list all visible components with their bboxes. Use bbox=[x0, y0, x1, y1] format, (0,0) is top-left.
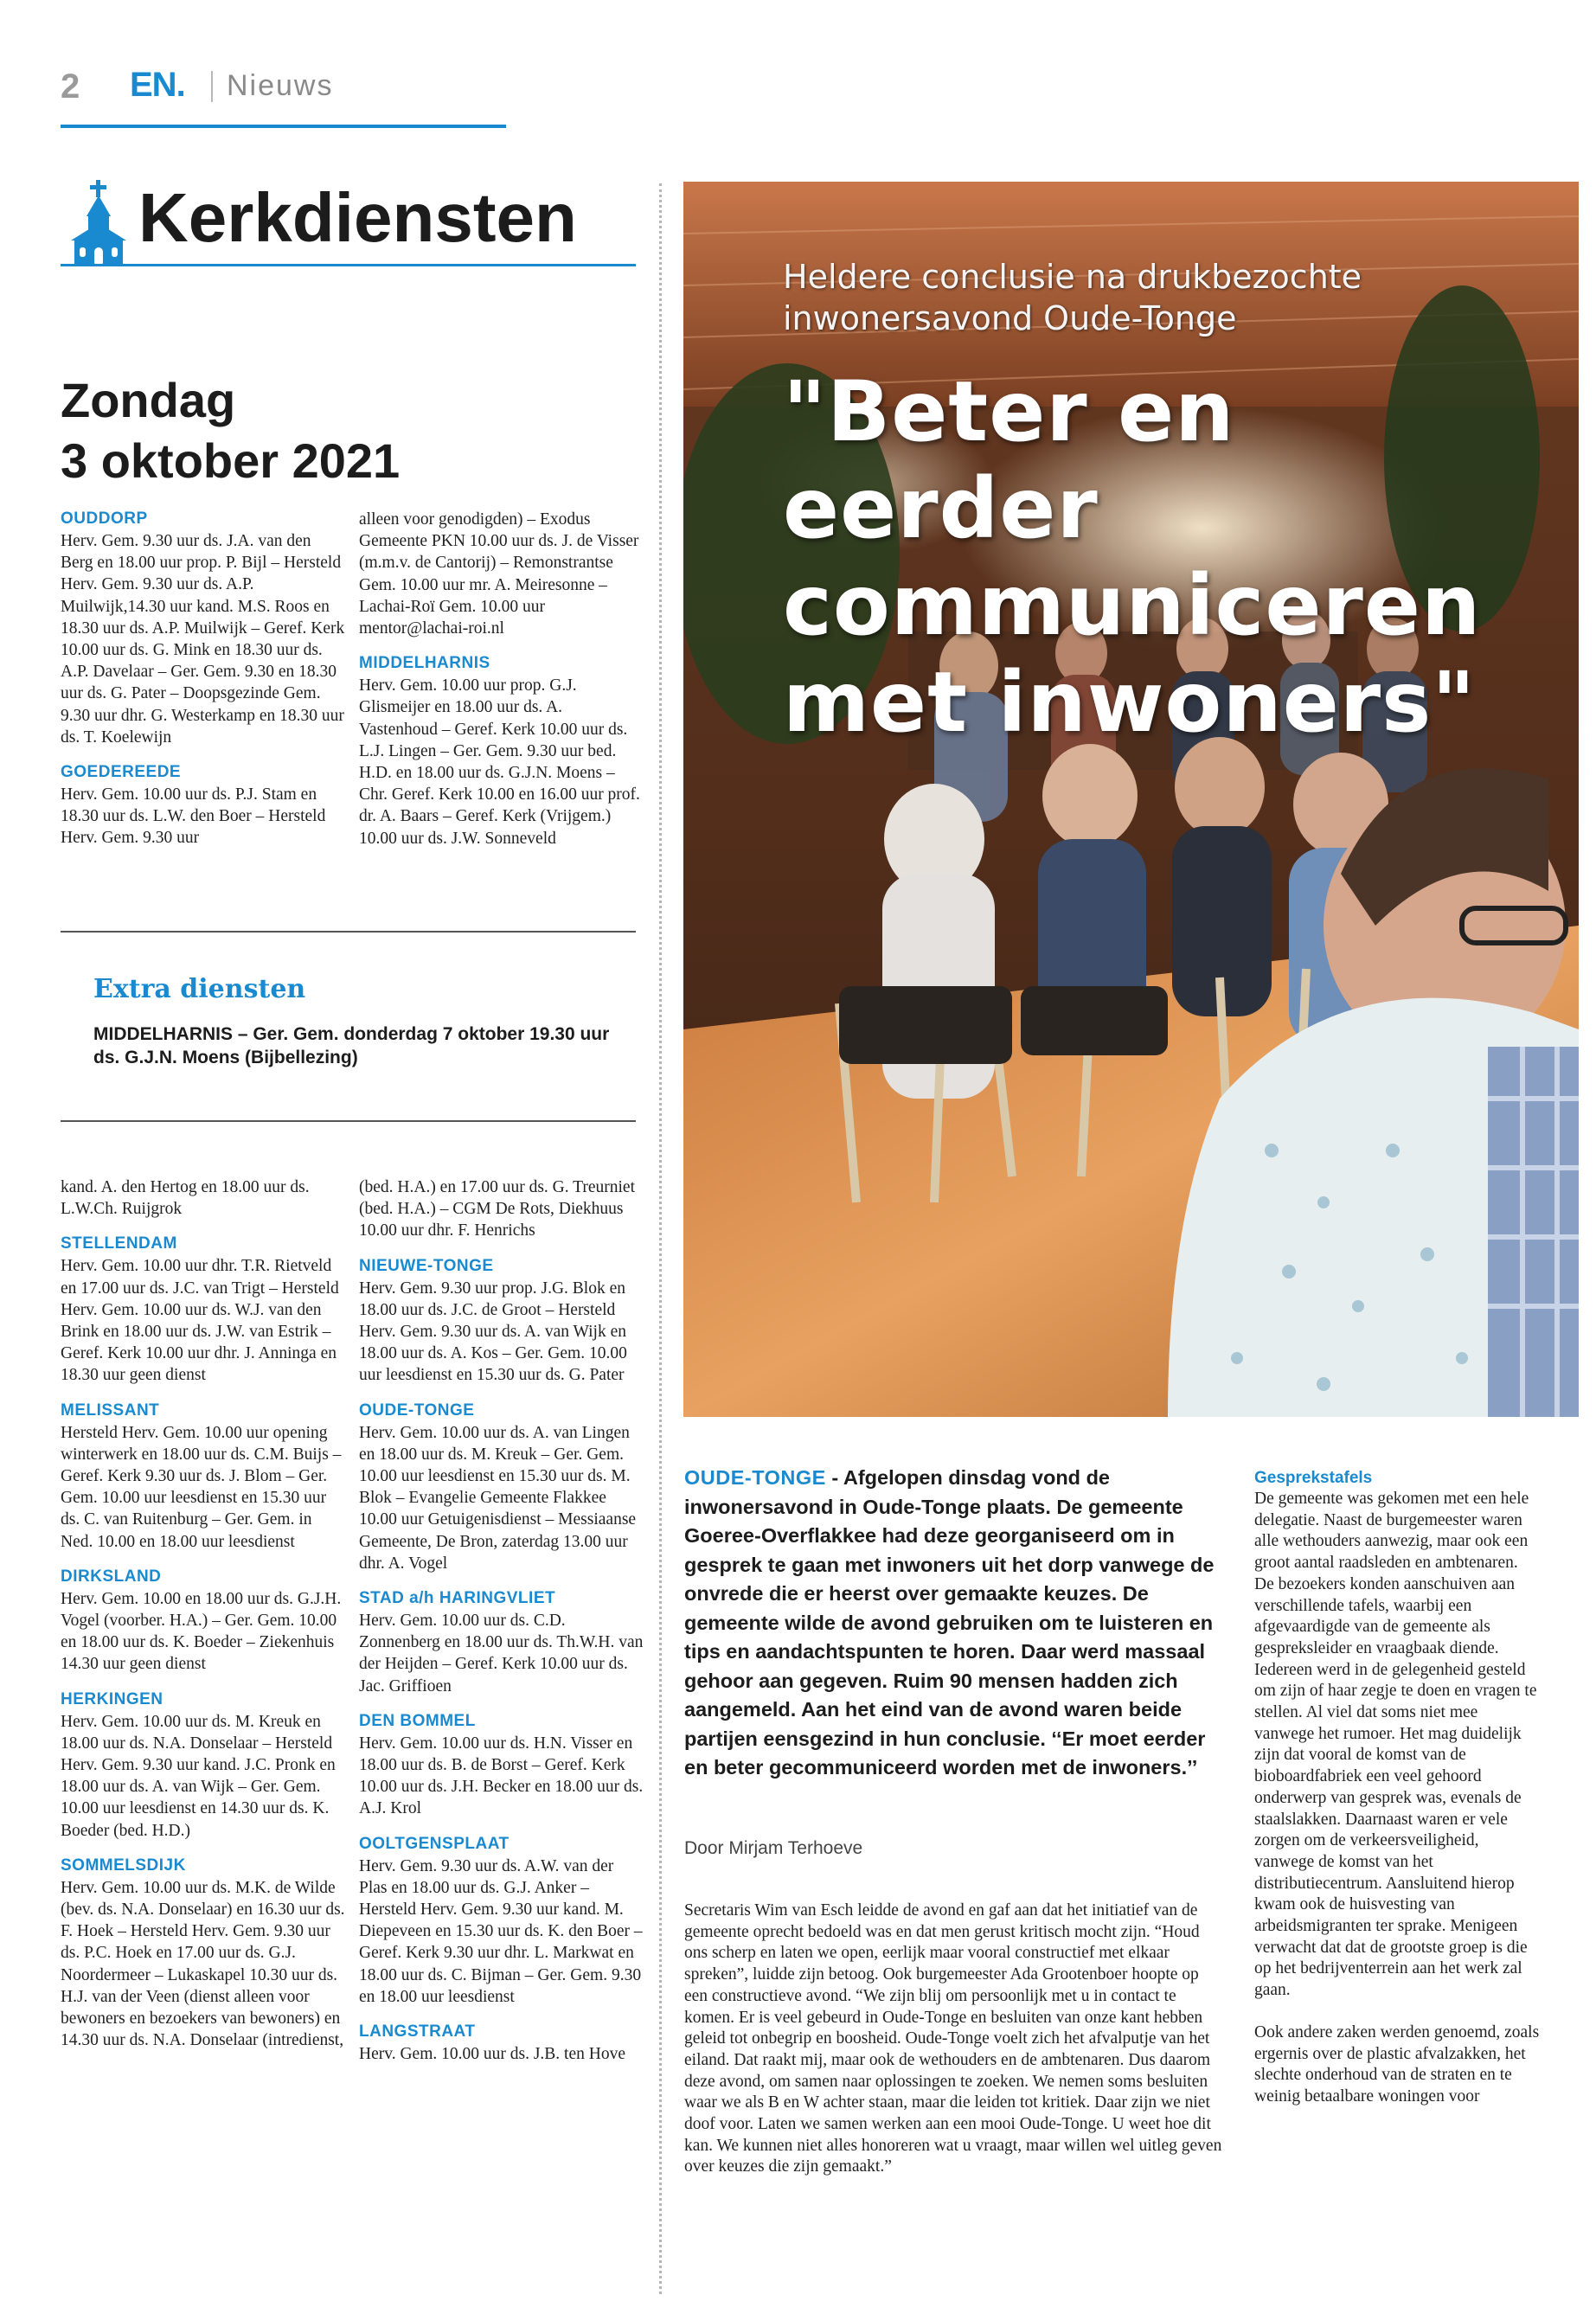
extra-rule-bottom bbox=[61, 1120, 636, 1122]
service-text: (bed. H.A.) en 17.00 uur ds. G. Treurniet (bed. H.A.) – CGM De Rots, Diekhuus 10.00 uur dhr. F. Henrichs bbox=[359, 1178, 636, 1240]
kerkdiensten-title: Kerkdiensten bbox=[138, 179, 577, 256]
service-entry bbox=[61, 762, 346, 849]
service-place: DEN BOMMEL bbox=[359, 1711, 476, 1730]
service-text: Herv. Gem. 10.00 uur ds. J.B. ten Hove bbox=[359, 2045, 625, 2064]
kerkdiensten-rule bbox=[61, 264, 636, 266]
service-entry bbox=[61, 1567, 346, 1676]
service-entry bbox=[359, 653, 644, 849]
service-text: Herv. Gem. 10.00 uur ds. M. Kreuk en 18.00 uur ds. N.A. Donselaar – Hersteld Herv. Gem. 9.30 uur kand. J.C. Pronk en 18.00 uur ds. A. van Wijk – Ger. Gem. 10.00 uur leesdienst en 14.30 uur ds. K. Boeder (bed. H.D.) bbox=[61, 1712, 336, 1840]
service-entry bbox=[359, 1176, 644, 1242]
page-number: 2 bbox=[61, 67, 80, 106]
service-text: Herv. Gem. 10.00 uur ds. M.K. de Wilde (bev. ds. N.A. Donselaar) en 16.30 uur ds. F. Hoek – Hersteld Herv. Gem. 9.30 uur ds. P.C. Hoek en 17.00 uur ds. G.J. Noordermeer – Lukaskapel 10.30 uur ds. H.J. van der Veen (dienst alleen voor bewoners en bezoekers van bewoners) en 14.30 uur ds. N.A. Donselaar (intredienst, bbox=[61, 1878, 345, 2050]
lead-text: - Afgelopen dinsdag vond de inwonersavond in Oude-Tonge plaats. De gemeente Goeree-Overflakkee had deze georganiseerd om in gesprek te gaan met inwoners uit het dorp vanwege de onvrede die er heerst over gemaakte keuzes. De gemeente wilde de avond gebruiken om te luisteren en tips en aandachtspunten te horen. Daar werd massaal gehoor aan gegeven. Ruim 90 mensen hadden zich aangemeld. Aan het eind van de avond waren beide partijen eensgezind in hun conclusie. ‘‘Er moet eerder en beter gecommuniceerd worden met de inwoners.’’ bbox=[684, 1466, 1215, 1779]
service-place: OUDE-TONGE bbox=[359, 1400, 475, 1420]
service-date-full: 3 oktober 2021 bbox=[61, 433, 401, 488]
church-icon bbox=[67, 178, 130, 268]
service-text: Herv. Gem. 10.00 en 18.00 uur ds. G.J.H. Vogel (voorber. H.A.) – Ger. Gem. 10.00 en 18.00 uur ds. K. Boeder – Ziekenhuis 14.30 uur geen dienst bbox=[61, 1589, 342, 1674]
services-column-top-right bbox=[359, 509, 644, 863]
lead-place: OUDE-TONGE bbox=[684, 1466, 826, 1489]
service-date bbox=[61, 370, 400, 491]
service-text: Herv. Gem. 9.30 uur prop. J.G. Blok en 18.00 uur ds. J.C. de Groot – Hersteld Herv. Gem. 9.30 uur ds. A. van Wijk en 18.00 uur ds. A. Kos – Ger. Gem. 10.00 uur leesdienst en 15.30 uur ds. G. Pater bbox=[359, 1279, 627, 1385]
article-headline: "Beter en eerder communiceren met inwoners" bbox=[783, 363, 1482, 751]
service-place: HERKINGEN bbox=[61, 1689, 163, 1708]
service-place: MIDDELHARNIS bbox=[359, 654, 490, 673]
service-entry bbox=[359, 1834, 644, 2008]
section-name: Nieuws bbox=[227, 69, 334, 102]
article-kicker: Heldere conclusie na drukbezochte inwonersavond Oude-Tonge bbox=[783, 258, 1362, 337]
service-entry bbox=[359, 509, 644, 639]
service-place: STELLENDAM bbox=[61, 1234, 177, 1253]
service-text: Hersteld Herv. Gem. 10.00 uur opening winterwerk en 18.00 uur ds. C.M. Buijs – Geref. Kerk 9.30 uur ds. J. Blom – Ger. Gem. 10.00 uur leesdienst en 15.30 uur ds. C. van Ruitenburg – Ger. Gem. in Ned. 10.00 en 18.00 uur leesdienst bbox=[61, 1423, 342, 1551]
article-byline: Door Mirjam Terhoeve bbox=[684, 1838, 863, 1858]
service-date-day: Zondag bbox=[61, 373, 236, 427]
service-place: OOLTGENSPLAAT bbox=[359, 1834, 510, 1853]
article-body: Secretaris Wim van Esch leidde de avond en gaf aan dat het initiatief van de gemeente oprecht bedoeld was en dat men gerust kritisch mocht zijn. “Houd ons scherp en laten we open, eerlijk maar vooral constructief met elkaar spreken”, luidde zijn betoog. Ook burgemeester Ada Grootenboer hoopte op een constructieve avond. “We zijn blij om persoonlijk met u in contact te komen. Er is veel gebeurd in Oude-Tonge en besluiten van onze kant hebben geleid tot onbegrip en boosheid. Oude-Tonge voelt zich het afvalputje van het eiland. Dat raakt mij, maar ook de wethouders en de ambtenaren. Dus daarom deze avond, om samen naar oplossingen te zoeken. We nemen soms besluiten waar we als B en W achter staan, maar die leiden tot kritiek. Daar zijn we niet doof voor. Laten we samen werken aan een mooi Oude-Tonge. U weet hoe dit kan. We kunnen niet alles honoreren wat u vraagt, maar willen wel uitleg geven over keuzes die zijn gemaakt.” bbox=[684, 1901, 1222, 2176]
service-text: Herv. Gem. 10.00 uur ds. H.N. Visser en 18.00 uur ds. B. de Borst – Geref. Kerk 10.00 uur ds. J.H. Becker en 18.00 uur ds. A.J. Krol bbox=[359, 1734, 644, 1818]
service-entry bbox=[61, 1400, 346, 1553]
service-entry bbox=[359, 1256, 644, 1387]
service-place: NIEUWE-TONGE bbox=[359, 1256, 494, 1275]
side-paragraph: De gemeente was gekomen met een hele delegatie. Naast de burgemeester waren alle wethouders aanwezig, maar ook een groot aantal raadsleden en ambtenaren. De bezoekers konden aanschuiven aan verschillende tafels, waarbij een afgevaardigde van de gemeente als gespreksleider en vraagbaak diende. Iedereen werd in de gelegenheid gesteld om zijn of haar zegje te doen en vragen te stellen. Al viel dat soms niet mee vanwege het rumoer. Het mag duidelijk zijn dat vooral de komst van de bioboardfabriek een veel gehoord onderwerp van gesprek was, evenals de staalslakken. Daarnaast waren er vele zorgen om de verkeersveiligheid, vanwege de komst van het distributiecentrum. Aansluitend hierop kwam ook de huisvesting van arbeidsmigranten ter sprake. Menigeen verwacht dat dat de grootste groep is die op het bedrijventerrein aan het werk zal gaan. bbox=[1254, 1490, 1537, 2000]
service-text: Herv. Gem. 10.00 uur ds. A. van Lingen en 18.00 uur ds. M. Kreuk – Ger. Gem. 10.00 uur leesdienst en 15.30 uur ds. M. Blok – Evangelie Gemeente Flakkee 10.00 uur Getuigenisdienst – Messiaanse Gemeente, De Bron, zaterdag 13.00 uur dhr. A. Vogel bbox=[359, 1423, 637, 1573]
service-entry bbox=[61, 1234, 346, 1386]
service-entry bbox=[359, 1400, 644, 1574]
service-entry bbox=[61, 1176, 346, 1220]
side-heading: Gesprekstafels bbox=[1254, 1469, 1373, 1487]
service-entry bbox=[359, 1711, 644, 1820]
service-place: SOMMELSDIJK bbox=[61, 1856, 186, 1875]
service-place: GOEDEREEDE bbox=[61, 763, 182, 782]
newspaper-logo: EN. bbox=[130, 66, 185, 104]
side-paragraph: Ook andere zaken werden genoemd, zoals ergernis over de plastic afvalzakken, het slechte onderhoud van de straten en te weinig betaalbare woningen voor bbox=[1254, 2022, 1540, 2106]
service-text: Herv. Gem. 9.30 uur ds. J.A. van den Berg en 18.00 uur prop. P. Bijl – Hersteld Herv. Gem. 9.30 uur ds. A.P. Muilwijk,14.30 uur kand. M.S. Roos en 18.30 uur ds. A.P. Muilwijk – Geref. Kerk 10.00 uur ds. G. Mink en 18.30 uur ds. A.P. Davelaar – Ger. Gem. 9.30 en 18.30 uur ds. G. Pater – Doopsgezinde Gem. 9.30 uur dhr. G. Westerkamp en 18.30 uur ds. T. Koelewijn bbox=[61, 532, 345, 747]
column-divider bbox=[659, 183, 662, 2294]
service-place: LANGSTRAAT bbox=[359, 2022, 476, 2041]
service-entry bbox=[61, 509, 346, 748]
services-column-bottom-right bbox=[359, 1176, 644, 2079]
header-separator bbox=[211, 71, 213, 102]
service-text: Herv. Gem. 9.30 uur ds. A.W. van der Plas en 18.00 uur ds. G.J. Anker – Hersteld Herv. Gem. 9.30 uur kand. M. Diepeveen en 15.30 uur ds. K. den Boer – Geref. Kerk 9.30 uur dhr. L. Markwat en 18.00 uur ds. C. Bijman – Ger. Gem. 9.30 en 18.00 uur leesdienst bbox=[359, 1856, 643, 2006]
service-text: Herv. Gem. 10.00 uur prop. G.J. Glismeijer en 18.00 uur ds. A. Vastenhoud – Geref. Kerk 10.00 uur ds. L.J. Lingen – Ger. Gem. 9.30 uur bed. H.D. en 18.00 uur ds. G.J.N. Moens – Chr. Geref. Kerk 10.00 en 16.00 uur prof. dr. A. Baars – Geref. Kerk (Vrijgem.) 10.00 uur ds. J.W. Sonneveld bbox=[359, 676, 640, 848]
service-text: Herv. Gem. 10.00 uur ds. P.J. Stam en 18.30 uur ds. L.W. den Boer – Hersteld Herv. Gem. 9.30 uur bbox=[61, 785, 326, 848]
service-place: DIRKSLAND bbox=[61, 1567, 162, 1586]
service-text: Herv. Gem. 10.00 uur ds. C.D. Zonnenberg en 18.00 uur ds. Th.W.H. van der Heijden – Geref. Kerk 10.00 uur ds. Jac. Griffioen bbox=[359, 1612, 644, 1695]
service-text: Herv. Gem. 10.00 uur dhr. T.R. Rietveld en 17.00 uur ds. J.C. van Trigt – Hersteld Herv. Gem. 10.00 uur ds. W.J. van den Brink en 18.00 uur ds. J.W. van Estrik – Geref. Kerk 10.00 uur dhr. J. Anninga en 18.30 uur geen dienst bbox=[61, 1257, 339, 1385]
service-entry bbox=[359, 2022, 644, 2065]
service-entry bbox=[61, 1856, 346, 2052]
service-entry bbox=[61, 1689, 346, 1842]
service-text: kand. A. den Hertog en 18.00 uur ds. L.W.Ch. Ruijgrok bbox=[61, 1178, 310, 1219]
article-side-column bbox=[1254, 1468, 1540, 2129]
service-entry bbox=[359, 1588, 644, 1697]
services-column-top-left bbox=[61, 509, 346, 863]
extra-services-title: Extra diensten bbox=[93, 974, 306, 1004]
extra-rule-top bbox=[61, 931, 636, 933]
header-rule bbox=[61, 125, 506, 128]
service-place: OUDDORP bbox=[61, 510, 148, 528]
extra-services-text: MIDDELHARNIS – Ger. Gem. donderdag 7 oktober 19.30 uur ds. G.J.N. Moens (Bijbellezing) bbox=[93, 1024, 610, 1067]
service-text: alleen voor genodigden) – Exodus Gemeente PKN 10.00 uur ds. J. de Visser (m.m.v. de Cantorij) – Remonstrantse Gem. 10.00 uur mr. A. Meiresonne – Lachai-Roï Gem. 10.00 uur mentor@lachai-roi.nl bbox=[359, 510, 639, 638]
service-place: STAD a/h HARINGVLIET bbox=[359, 1589, 556, 1608]
article-lead bbox=[684, 1464, 1221, 1783]
service-place: MELISSANT bbox=[61, 1400, 160, 1420]
services-column-bottom-left bbox=[61, 1176, 346, 2066]
